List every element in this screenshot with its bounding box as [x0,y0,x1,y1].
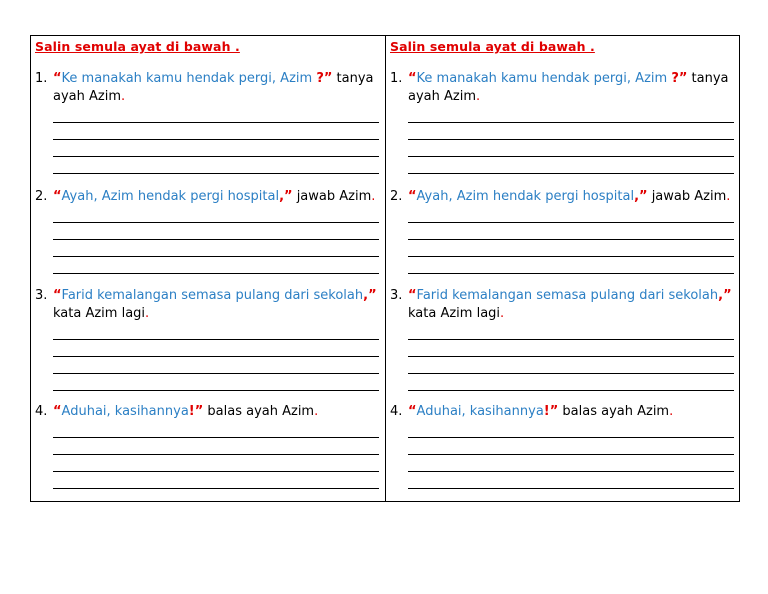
question-number: 1. [35,71,48,86]
writing-line[interactable] [53,240,379,257]
question-item-4 [390,403,734,489]
writing-line[interactable] [408,240,734,257]
question-text: “Farid kemalangan semasa pulang dari sekolah,” kata Azim lagi. [53,288,377,321]
writing-line[interactable] [408,157,734,174]
instruction-heading: Salin semula ayat di bawah . [390,39,595,54]
writing-lines [53,106,379,174]
question-item-3 [390,287,734,391]
writing-line[interactable] [53,223,379,240]
question-text: “Aduhai, kasihannya!” balas ayah Azim. [408,404,674,419]
question-number: 2. [35,189,48,204]
question-item-2 [390,188,734,274]
writing-line[interactable] [53,323,379,340]
writing-lines [53,206,379,274]
question-item-3 [35,287,379,391]
question-item-2 [35,188,379,274]
writing-line[interactable] [408,106,734,123]
writing-line[interactable] [53,157,379,174]
question-number: 4. [35,404,48,419]
writing-line[interactable] [53,123,379,140]
question-number: 3. [35,288,48,303]
writing-line[interactable] [408,140,734,157]
question-item-1 [390,70,734,174]
writing-line[interactable] [408,438,734,455]
writing-line[interactable] [53,374,379,391]
writing-line[interactable] [53,206,379,223]
writing-lines [408,421,734,489]
writing-line[interactable] [408,323,734,340]
writing-line[interactable] [53,438,379,455]
writing-lines [408,106,734,174]
writing-lines [53,323,379,391]
writing-line[interactable] [53,340,379,357]
writing-line[interactable] [408,206,734,223]
question-number: 1. [390,71,403,86]
writing-line[interactable] [408,223,734,240]
writing-line[interactable] [408,123,734,140]
question-text: “Ayah, Azim hendak pergi hospital,” jawab Azim. [53,189,376,204]
writing-lines [408,206,734,274]
writing-lines [53,421,379,489]
question-text: “Aduhai, kasihannya!” balas ayah Azim. [53,404,319,419]
worksheet-column-left [31,36,385,501]
question-number: 2. [390,189,403,204]
worksheet-column-right [385,36,739,501]
writing-line[interactable] [408,472,734,489]
writing-line[interactable] [408,257,734,274]
writing-line[interactable] [53,357,379,374]
worksheet-table [30,35,740,502]
writing-line[interactable] [53,421,379,438]
question-item-4 [35,403,379,489]
writing-line[interactable] [408,455,734,472]
question-text: “Farid kemalangan semasa pulang dari sekolah,” kata Azim lagi. [408,288,732,321]
instruction-heading: Salin semula ayat di bawah . [35,39,240,54]
writing-line[interactable] [408,340,734,357]
question-item-1 [35,70,379,174]
writing-line[interactable] [408,421,734,438]
question-number: 4. [390,404,403,419]
writing-line[interactable] [53,140,379,157]
writing-line[interactable] [53,472,379,489]
writing-lines [408,323,734,391]
writing-line[interactable] [53,106,379,123]
writing-line[interactable] [408,374,734,391]
writing-line[interactable] [53,257,379,274]
question-text: “Ke manakah kamu hendak pergi, Azim ?” tanya ayah Azim. [53,71,374,104]
writing-line[interactable] [53,455,379,472]
writing-line[interactable] [408,357,734,374]
question-text: “Ayah, Azim hendak pergi hospital,” jawab Azim. [408,189,731,204]
question-number: 3. [390,288,403,303]
question-text: “Ke manakah kamu hendak pergi, Azim ?” tanya ayah Azim. [408,71,729,104]
